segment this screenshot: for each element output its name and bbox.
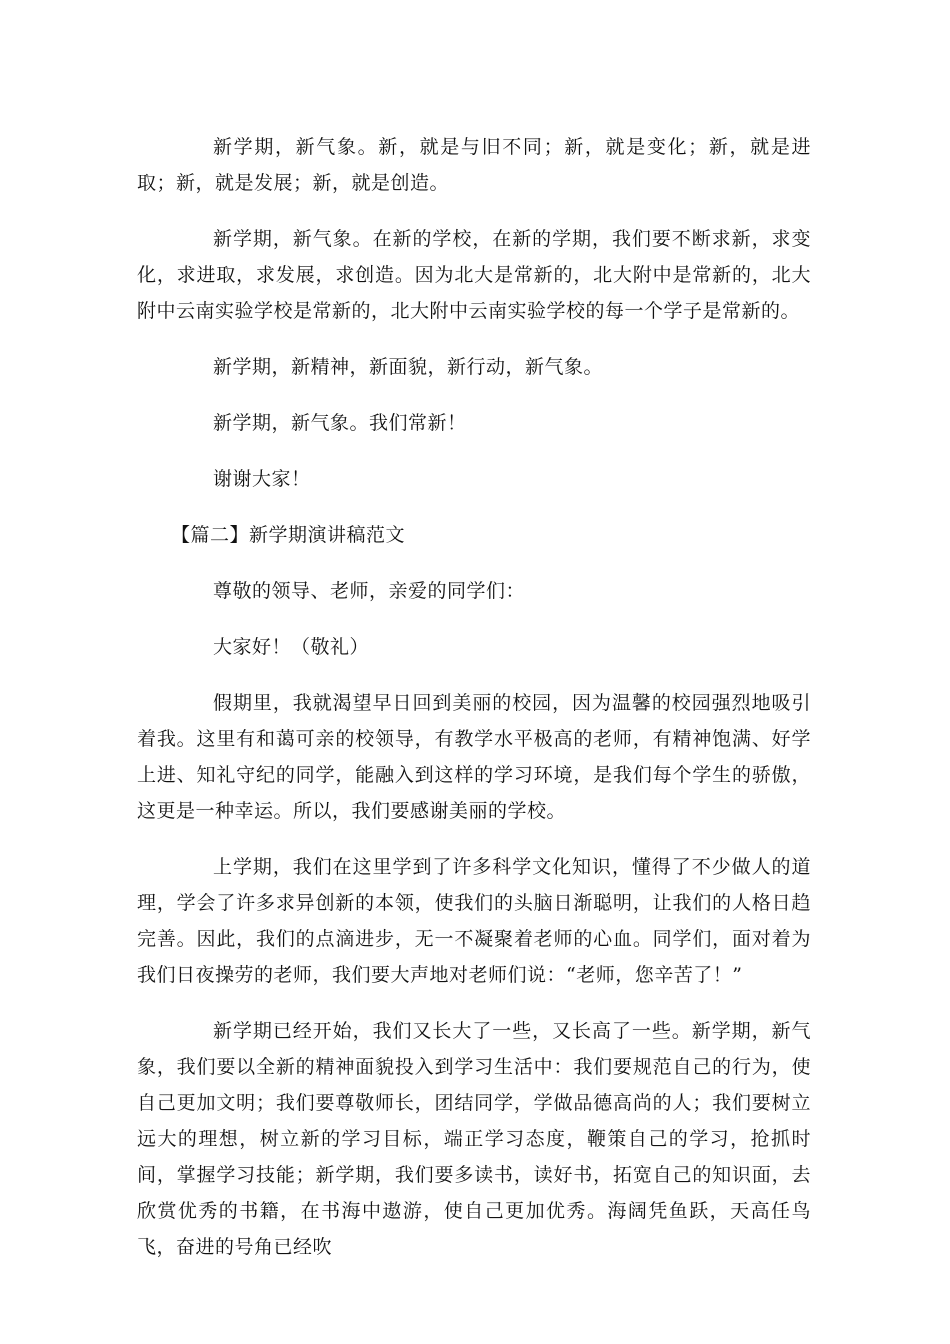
paragraph: 新学期已经开始，我们又长大了一些，又长高了一些。新学期，新气象，我们要以全新的精神面貌投入到学习生活中：我们要规范自己的行为，使自己更加文明；我们要尊敬师长，团结同学，学做品德高尚的人；我们要树立远大的理想，树立新的学习目标，端正学习态度，鞭策自己的学习，抢抓时间，掌握学习技能；新学期，我们要多读书，读好书，拓宽自己的知识面，去欣赏优秀的书籍，在书海中遨游，使自己更加优秀。海阔凭鱼跃，天高任鸟飞，奋进的号角已经吹 — [137, 1020, 811, 1258]
paragraph: 假期里，我就渴望早日回到美丽的校园，因为温馨的校园强烈地吸引着我。这里有和蔼可亲的校领导，有教学水平极高的老师，有精神饱满、好学上进、知礼守纪的同学，能融入到这样的学习环境，是我们每个学生的骄傲，这更是一种幸运。所以，我们要感谢美丽的学校。 — [137, 692, 811, 822]
section-heading: 【篇二】新学期演讲稿范文 — [171, 524, 406, 546]
paragraph: 新学期，新气象。在新的学校，在新的学期，我们要不断求新，求变化，求进取，求发展，求创造。因为北大是常新的，北大附中是常新的，北大附中云南实验学校是常新的，北大附中云南实验学校的每一个学子是常新的。 — [137, 228, 811, 322]
greeting: 大家好！（敬礼） — [213, 636, 370, 658]
paragraph: 新学期，新精神，新面貌，新行动，新气象。 — [213, 356, 604, 378]
paragraph: 谢谢大家！ — [213, 468, 311, 490]
paragraph: 上学期，我们在这里学到了许多科学文化知识，懂得了不少做人的道理，学会了许多求异创新的本领，使我们的头脑日渐聪明，让我们的人格日趋完善。因此，我们的点滴进步，无一不凝聚着老师的心血。同学们，面对着为我们日夜操劳的老师，我们要大声地对老师们说：“老师，您辛苦了！” — [137, 856, 811, 986]
paragraph: 新学期，新气象。新，就是与旧不同；新，就是变化；新，就是进取；新，就是发展；新，就是创造。 — [137, 136, 811, 194]
salutation: 尊敬的领导、老师，亲爱的同学们： — [213, 580, 526, 602]
document-body — [137, 129, 811, 1285]
paragraph: 新学期，新气象。我们常新！ — [213, 412, 467, 434]
